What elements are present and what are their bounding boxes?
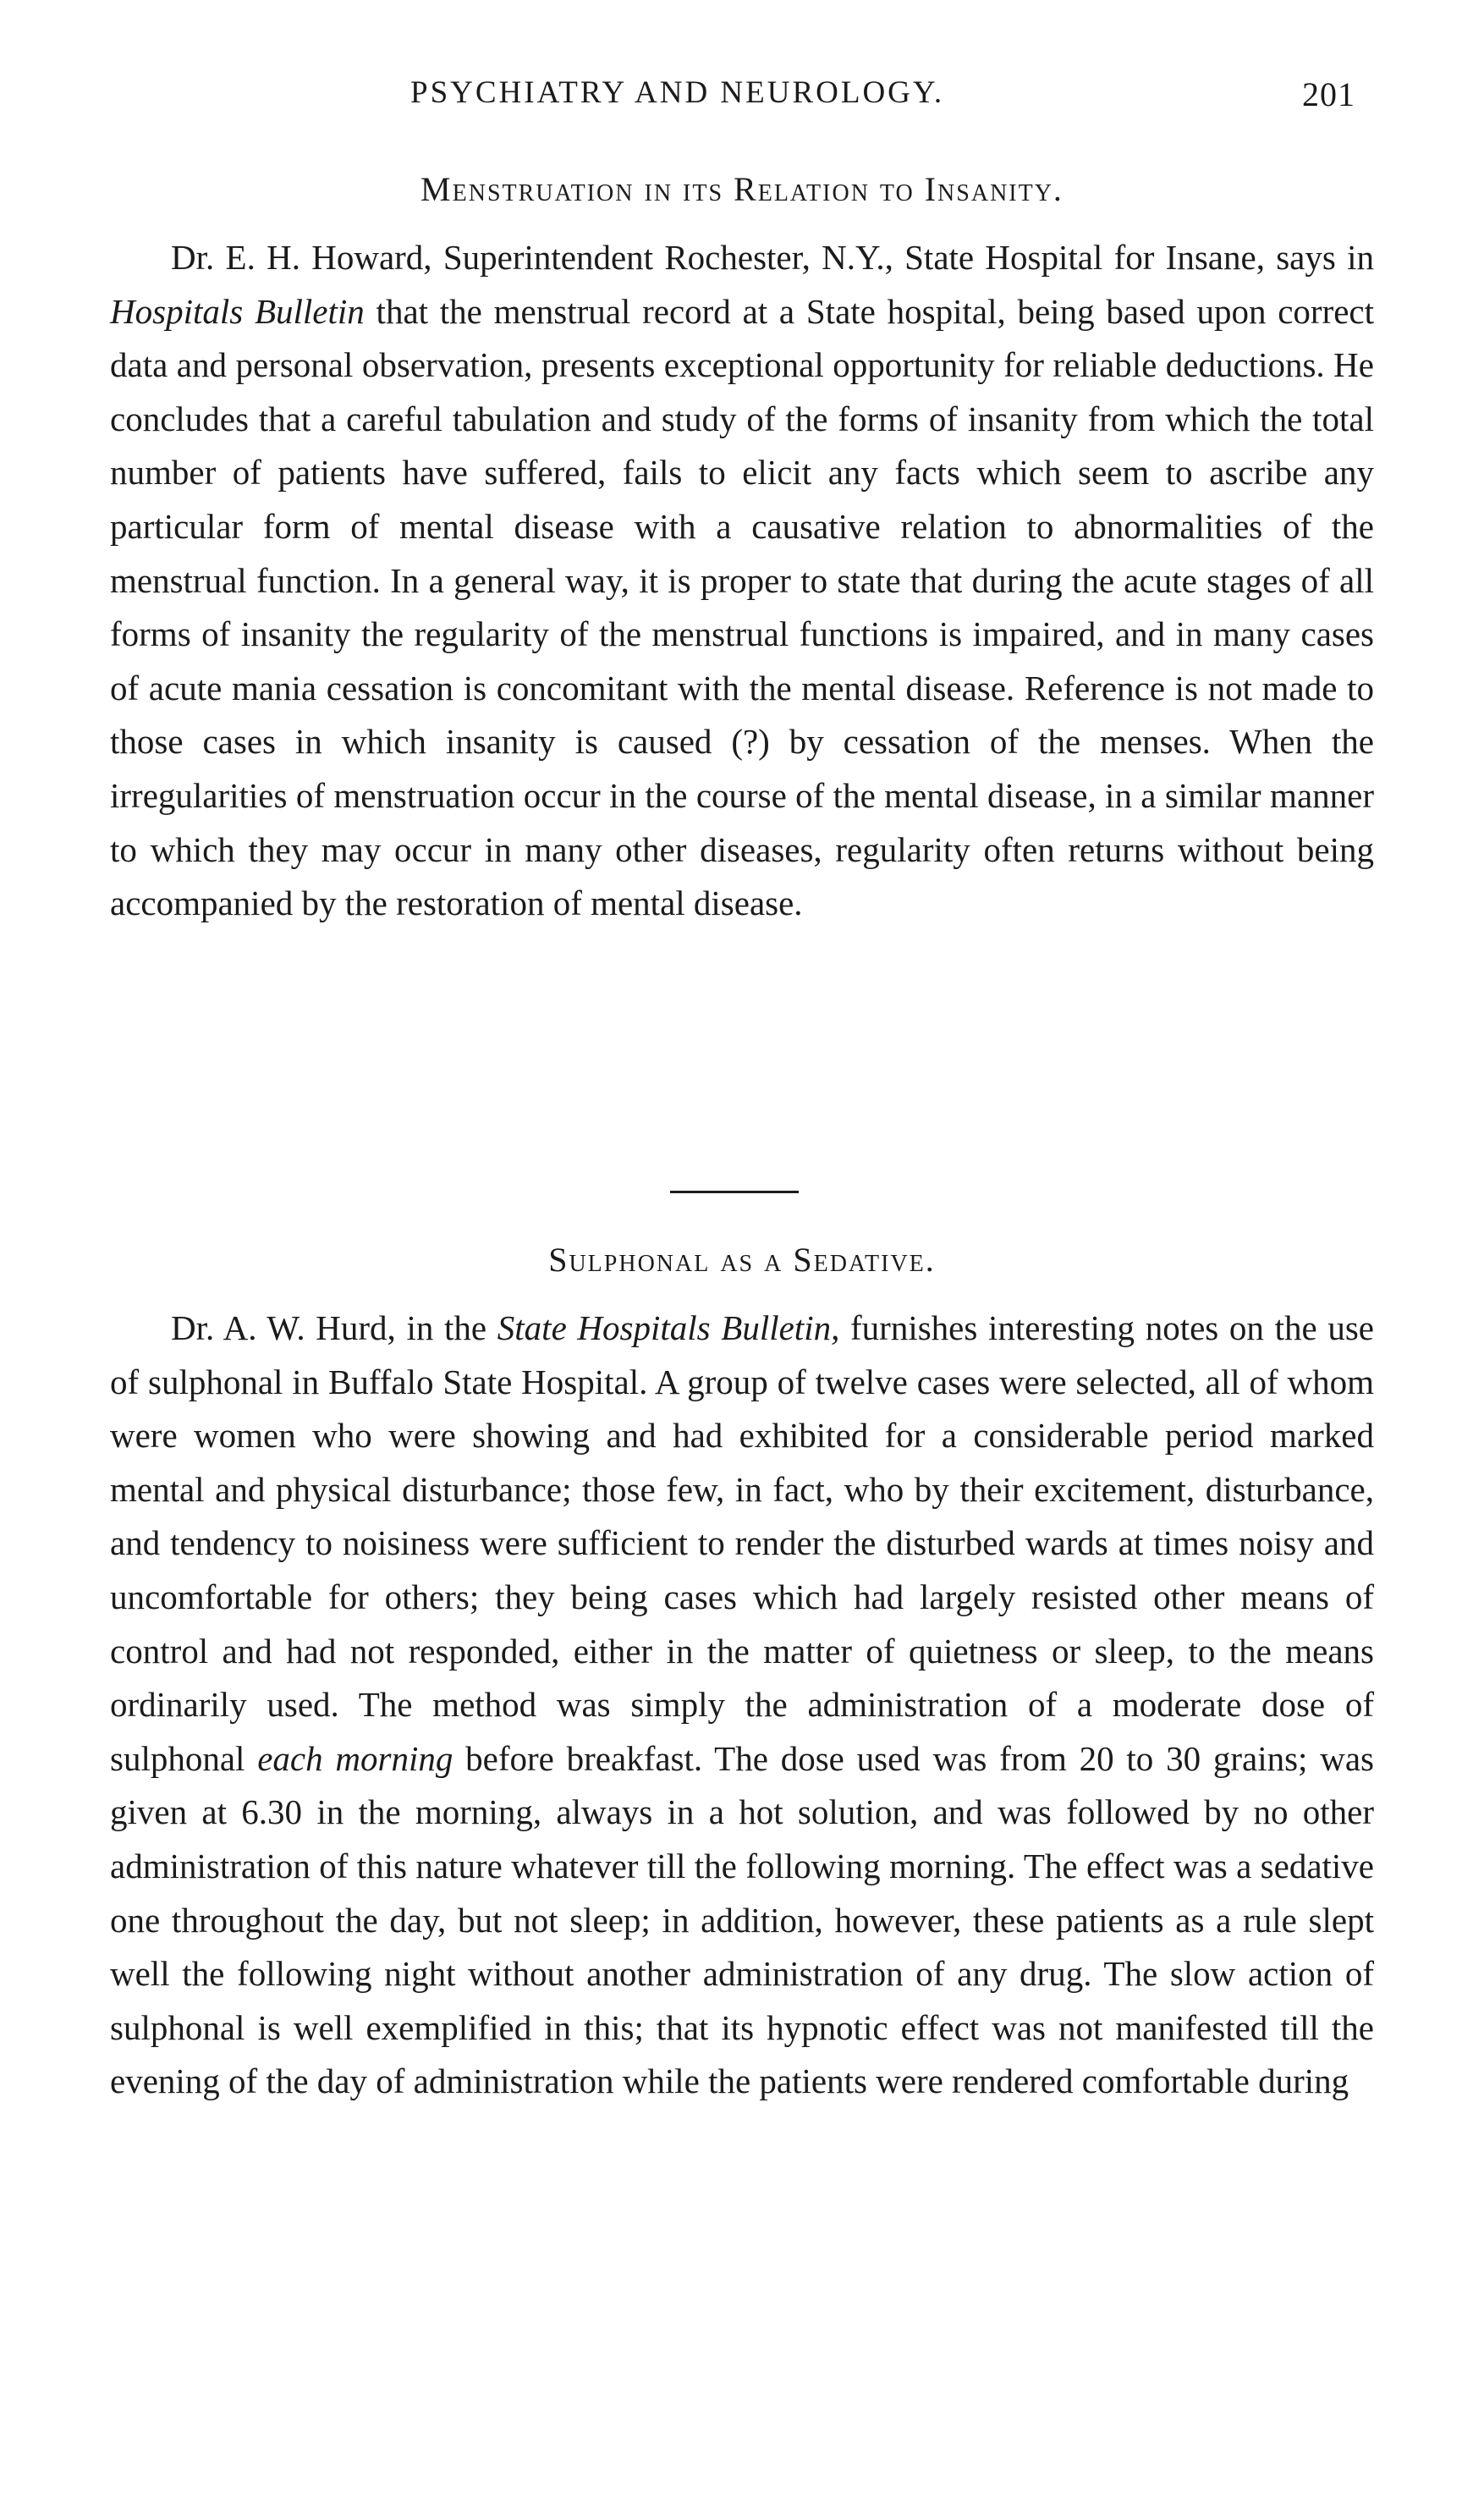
paragraph	[110, 1302, 1374, 2109]
paragraph	[110, 231, 1374, 931]
emphasis: each morning	[257, 1738, 453, 1778]
journal-title: Hospitals Bulletin	[110, 291, 365, 331]
running-title: PSYCHIATRY AND NEUROLOGY.	[410, 75, 945, 110]
article-sulphonal-body	[110, 1302, 1374, 2109]
section-heading-menstruation: Menstruation in its Relation to Insanity.	[420, 170, 1064, 208]
text-run: furnishes interesting notes on the use of sulphonal in Buffalo State Hospital. A group of twelve cases were selected, all of whom were women who were showing and had exhibited for a considerable period marked mental and physical disturbance; those few, in fact, who by their excitement, disturbance, and tendency to noisiness were sufficient to render the disturbed wards at times noisy and uncomfortable for others; they being cases which had largely resisted other means of control and had not responded, either in the matter of quietness or sleep, to the means ordinarily used. The method was simply the administration of a moderate dose of sulphonal	[110, 1308, 1374, 1778]
text-run: Dr. E. H. Howard, Superintendent Rochester, N.Y., State Hospital for Insane, says in	[171, 238, 1374, 277]
section-heading-sulphonal: Sulphonal as a Sedative.	[548, 1241, 936, 1279]
text-run: before breakfast. The dose used was from 20 to 30 grains; was given at 6.30 in the morning, always in a hot solution, and was followed by no other administration of this nature whatever till the following morning. The effect was a sedative one throughout the day, but not sleep; in addition, however, these patients as a rule slept well the following night without another administration of any drug. The slow action of sulphonal is well exemplified in this; that its hypnotic effect was not manifested till the evening of the day of administration while the patients were rendered comfortable during	[110, 1738, 1374, 2101]
journal-title: State Hospitals Bulletin,	[497, 1308, 840, 1347]
running-head	[0, 74, 1484, 125]
section-divider	[670, 1191, 799, 1193]
article-menstruation-body	[110, 231, 1374, 931]
text-run: Dr. A. W. Hurd, in the	[171, 1308, 497, 1347]
text-run: that the menstrual record at a State hospital, being based upon correct data and personal observation, presents exceptional opportunity for reliable deductions. He concludes that a careful tabulation and study of the forms of insanity from which the total number of patients have suffered, fails to elicit any facts which seem to ascribe any particular form of mental disease with a causative relation to abnormalities of the menstrual function. In a general way, it is proper to state that during the acute stages of all forms of insanity the regularity of the menstrual functions is impaired, and in many cases of acute mania cessation is concomitant with the mental disease. Reference is not made to those cases in which insanity is caused (?) by cessation of the menses. When the irregularities of menstruation occur in the course of the mental disease, in a similar manner to which they may occur in many other diseases, regularity often returns without being accompanied by the restoration of mental disease.	[110, 291, 1375, 923]
page-number: 201	[1302, 75, 1355, 113]
